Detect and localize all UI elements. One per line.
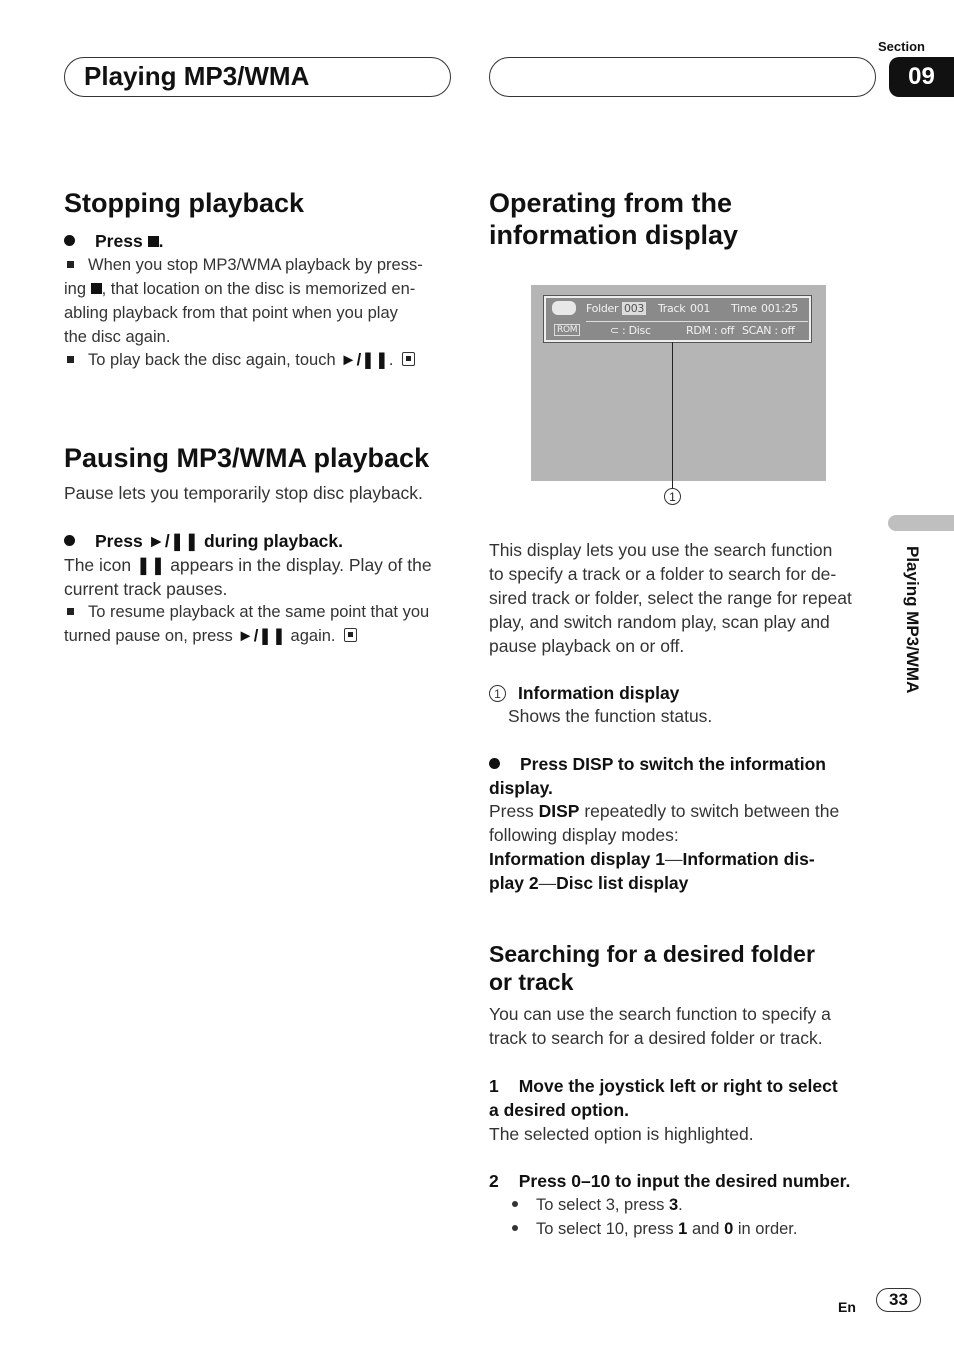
end-mark-icon xyxy=(344,628,357,642)
operating-heading: Operating from the information display xyxy=(489,188,739,250)
searching-heading: Searching for a desired folder or track xyxy=(489,941,815,995)
header-title: Playing MP3/WMA xyxy=(84,61,310,91)
stop-icon xyxy=(148,236,159,247)
pausing-intro: Pause lets you temporarily stop disc playback. xyxy=(64,483,423,503)
pausing-body: The icon ❚❚ appears in the display. Play of the current track pauses. xyxy=(64,555,432,599)
stopping-step: Press . xyxy=(64,229,163,253)
section-number: 09 xyxy=(889,57,954,97)
operating-paragraph: This display lets you use the search function to specify a track or a folder to search for de- sired track or folder, select the range for repeat play, and switch random play, scan play and pause playback on or off. xyxy=(489,540,852,656)
lcd-track-label: Track xyxy=(658,302,686,315)
lcd-track-value: 001 xyxy=(690,302,711,315)
stopping-note-2: To play back the disc again, touch ►/❚❚. xyxy=(64,348,415,372)
lcd-screen xyxy=(544,296,811,342)
repeat-icon: ⊂ xyxy=(610,324,619,337)
side-tab-label: Playing MP3/WMA xyxy=(903,546,922,694)
callout-number: 1 xyxy=(664,488,681,507)
lcd-folder-value: 003 xyxy=(624,302,645,315)
stop-icon xyxy=(91,283,102,294)
disc-icon xyxy=(552,301,576,315)
search-bullet-2: To select 10, press 1 and 0 in order. xyxy=(512,1217,797,1241)
pausing-note: To resume playback at the same point that you turned pause on, press ►/❚❚ again. xyxy=(64,603,430,645)
search-step-2: 2 Press 0–10 to input the desired number. xyxy=(489,1171,851,1191)
lcd-time-label: Time xyxy=(731,302,757,315)
lcd-divider xyxy=(586,321,808,322)
item-number: 1 xyxy=(489,685,506,702)
note-square-icon xyxy=(67,608,74,615)
information-display-desc: Shows the function status. xyxy=(508,706,713,726)
callout-line xyxy=(672,342,673,489)
note-square-icon xyxy=(67,356,74,363)
note-square-icon xyxy=(67,261,74,268)
bullet-icon xyxy=(512,1225,518,1231)
section-label: Section xyxy=(878,39,925,54)
lcd-folder-label: Folder xyxy=(586,302,619,315)
searching-intro: You can use the search function to specify a track to search for a desired folder or track. xyxy=(489,1004,831,1048)
step-bullet-icon xyxy=(64,535,75,546)
bullet-icon xyxy=(512,1201,518,1207)
header-blank-frame xyxy=(489,57,876,97)
side-tab-marker xyxy=(888,515,954,531)
search-bullet-1: To select 3, press 3. xyxy=(512,1193,683,1217)
lcd-repeat-label: : Disc xyxy=(622,324,651,337)
lcd-rom-label: ROM xyxy=(554,324,580,336)
stopping-note-1: When you stop MP3/WMA playback by press- ing , that location on the disc is memorized en- abling playback from that point when you play the disc again. xyxy=(64,256,423,346)
search-step-1-result: The selected option is highlighted. xyxy=(489,1124,754,1144)
step-bullet-icon xyxy=(64,235,75,246)
stopping-heading: Stopping playback xyxy=(64,188,305,218)
footer-language: En xyxy=(838,1299,856,1315)
lcd-random-label: RDM : off xyxy=(686,324,735,337)
information-display-item: 1 Information display xyxy=(489,681,679,705)
information-display-illustration xyxy=(531,285,826,481)
lcd-scan-label: SCAN : off xyxy=(742,324,795,337)
page-number: 33 xyxy=(876,1288,921,1312)
pausing-heading: Pausing MP3/WMA playback xyxy=(64,443,430,473)
pausing-step: Press ►/❚❚ during playback. xyxy=(64,529,343,553)
search-step-1: 1 Move the joystick left or right to select a desired option. xyxy=(489,1076,838,1120)
lcd-time-value: 001:25 xyxy=(761,302,798,315)
step-bullet-icon xyxy=(489,758,500,769)
disp-body: Press DISP repeatedly to switch between the following display modes: Information display 1—Information dis- play 2—Disc list display xyxy=(489,801,840,893)
disp-step: Press DISP to switch the information display. xyxy=(489,754,826,798)
end-mark-icon xyxy=(402,352,415,366)
